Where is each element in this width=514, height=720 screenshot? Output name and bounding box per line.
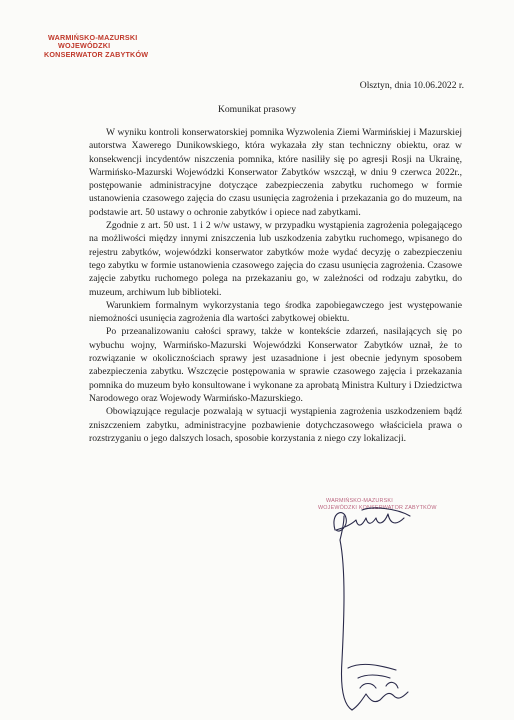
paragraph-5: Obowiązujące regulacje pozwalają w sytuacji wystąpienia zagrożenia uszkodzeniem bądź zniszczeniem zabytku, administracyjne pozbawienie dotychczasowego właściciela prawa o rozstrzyganiu o jego dalszych losach, sposobie korzystania z niego czy lokalizacji. [89, 406, 462, 444]
stamp-line-2: WOJEWÓDZKI KONSERWATOR ZABYTKÓW [318, 505, 437, 511]
handwritten-signature [300, 500, 420, 720]
letterhead-line-1: WARMIŃSKO-MAZURSKI [48, 33, 138, 42]
document-title: Komunikat prasowy [217, 104, 297, 115]
paragraph-2: Zgodnie z art. 50 ust. 1 i 2 w/w ustawy, w przypadku wystąpienia zagrożenia polegającego na możliwości między innymi zniszczenia lub uszkodzenia zabytku ruchomego, wpisanego do rejestru zabytków, wojewódzki konserwator zabytków może wydać decyzję o zabezpieczeniu tego zabytku w formie ustanowienia czasowego zajęcia do czasu usunięcia zagrożenia. Czasowe zajęcie zabytku ruchomego polega na przekazaniu go, w zależności od rodzaju zabytku, do muzeum, archiwum lub biblioteki. [89, 220, 462, 298]
paragraph-4: Po przeanalizowaniu całości sprawy, także w kontekście zdarzeń, nasilających się po wybuchu wojny, Warmińsko-Mazurski Wojewódzki Konserwator Zabytków uznał, że to rozwiązanie w okolicznościach sprawy jest uzasadnione i jest obecnie jedynym sposobem zabezpieczenia zabytku. Wszczęcie postępowania w sprawie czasowego zajęcia i przekazania pomnika do muzeum było konsultowane i wykonane za aprobatą Ministra Kultury i Dziedzictwa Narodowego oraz Wojewody Warmińsko-Mazurskiego. [89, 326, 462, 404]
letterhead-line-2: WOJEWÓDZKI [58, 41, 111, 51]
paragraph-3: Warunkiem formalnym wykorzystania tego środka zapobiegawczego jest występowanie niemożności usunięcia zagrożenia dla wartości zabytkowej obiektu. [89, 299, 462, 325]
paragraph-1: W wyniku kontroli konserwatorskiej pomnika Wyzwolenia Ziemi Warmińskiej i Mazurskiej autorstwa Xawerego Dunikowskiego, która wykazała zły stan techniczny obiektu, oraz w konsekwencji incydentów niszczenia pomnika, które nasiliły się po agresji Rosji na Ukrainę, Warmińsko-Mazurski Wojewódzki Konserwator Zabytków wszczął, w dniu 9 czerwca 2022r., postępowanie administracyjne dotyczące zabezpieczenia zabytku ruchomego w formie ustanowienia czasowego zajęcia do czasu usunięcia zagrożenia i przekazania go do muzeum, na podstawie art. 50 ustawy o ochronie zabytków i opiece nad zabytkami. [89, 127, 462, 218]
document-date: Olsztyn, dnia 10.06.2022 r. [359, 80, 464, 91]
stamp-line-1: WARMIŃSKO-MAZURSKI [326, 498, 393, 504]
letterhead-line-3: KONSERWATOR ZABYTKÓW [44, 49, 149, 59]
document-body [89, 126, 462, 445]
letterhead-logo [44, 34, 148, 59]
